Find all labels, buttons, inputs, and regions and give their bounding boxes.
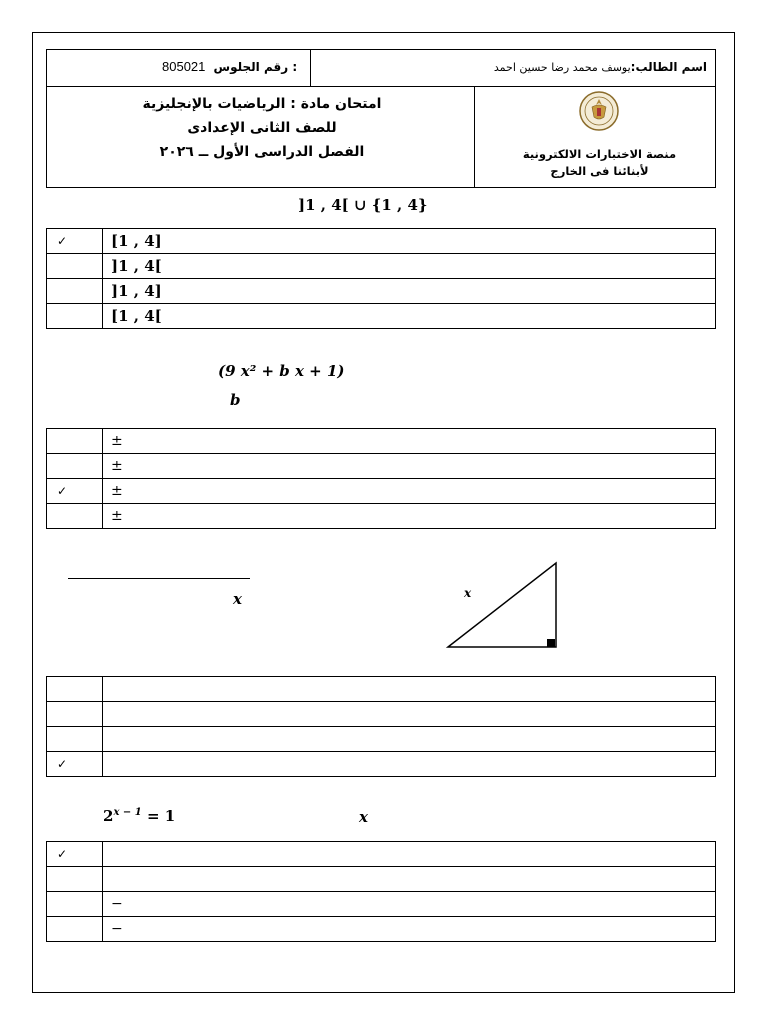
option-row[interactable] [47, 867, 716, 892]
seat-number: 805021 [162, 59, 206, 74]
option-text: − [103, 892, 716, 917]
q1-expression: ]1 , 4[ ∪ {1 , 4} [298, 196, 428, 214]
option-row[interactable] [47, 504, 716, 529]
ministry-seal-icon [578, 90, 620, 132]
q3-options [46, 676, 716, 777]
option-text [103, 842, 716, 867]
check-mark [47, 279, 103, 304]
check-mark [47, 254, 103, 279]
option-row[interactable] [47, 429, 716, 454]
option-row[interactable] [47, 304, 716, 329]
check-mark [47, 727, 103, 752]
check-mark [47, 677, 103, 702]
option-text [103, 727, 716, 752]
option-row[interactable] [47, 702, 716, 727]
option-text: ± [103, 504, 716, 529]
q4-base: 2 [103, 807, 114, 825]
exam-grade: للصف الثانى الإعدادى [187, 120, 337, 136]
check-mark [47, 304, 103, 329]
platform-text [487, 146, 712, 180]
q4-variable: x [359, 808, 368, 826]
option-text [103, 752, 716, 777]
option-row[interactable] [47, 454, 716, 479]
q4-equation [103, 807, 175, 825]
option-row[interactable] [47, 279, 716, 304]
option-text: [1 , 4] [103, 229, 716, 254]
seat-number-row [162, 59, 297, 75]
q4-options [46, 841, 716, 942]
q4-rhs: = 1 [146, 807, 176, 825]
option-text: [1 , 4[ [103, 304, 716, 329]
check-mark [47, 867, 103, 892]
check-mark: ✓ [47, 229, 103, 254]
check-mark: ✓ [47, 842, 103, 867]
student-name: يوسف محمد رضا حسين احمد [493, 61, 631, 74]
q1-options [46, 228, 716, 329]
exam-title-block [137, 92, 387, 164]
check-mark [47, 702, 103, 727]
option-text [103, 677, 716, 702]
check-mark [47, 504, 103, 529]
option-text [103, 702, 716, 727]
q2-variable: b [230, 391, 241, 409]
check-mark [47, 429, 103, 454]
option-row[interactable] [47, 254, 716, 279]
option-row[interactable] [47, 752, 716, 777]
option-text: ± [103, 479, 716, 504]
check-mark: ✓ [47, 479, 103, 504]
option-row[interactable] [47, 677, 716, 702]
seat-number-label: رقم الجلوس : [213, 60, 298, 74]
check-mark [47, 917, 103, 942]
option-row[interactable] [47, 229, 716, 254]
option-row[interactable] [47, 917, 716, 942]
option-text: ± [103, 454, 716, 479]
q2-expression: (9 x² + b x + 1) [218, 362, 345, 380]
platform-line1: منصة الاختبارات الالكترونية [522, 147, 677, 161]
option-row[interactable] [47, 842, 716, 867]
exam-term: الفصل الدراسى الأول ــ ٢٠٢٦ [159, 144, 365, 160]
right-triangle-diagram [444, 560, 564, 652]
exam-header [46, 49, 716, 188]
divider [310, 50, 311, 86]
divider [474, 86, 475, 187]
q4-exponent: x − 1 [113, 807, 142, 818]
option-row[interactable] [47, 479, 716, 504]
fraction-line [68, 578, 250, 579]
triangle-label: x [464, 586, 472, 600]
option-text: ± [103, 429, 716, 454]
option-text [103, 867, 716, 892]
option-text: ]1 , 4[ [103, 254, 716, 279]
divider [47, 86, 715, 87]
exam-title: امتحان مادة : الرياضيات بالإنجليزية [142, 96, 382, 112]
student-name-label: اسم الطالب: [630, 60, 707, 74]
option-row[interactable] [47, 727, 716, 752]
check-mark: ✓ [47, 752, 103, 777]
option-row[interactable] [47, 892, 716, 917]
platform-line2: لأبنائنا فى الخارج [550, 164, 649, 178]
option-text: − [103, 917, 716, 942]
check-mark [47, 454, 103, 479]
student-name-row [494, 60, 707, 74]
q3-variable: x [233, 590, 242, 608]
q2-options [46, 428, 716, 529]
check-mark [47, 892, 103, 917]
option-text: ]1 , 4] [103, 279, 716, 304]
